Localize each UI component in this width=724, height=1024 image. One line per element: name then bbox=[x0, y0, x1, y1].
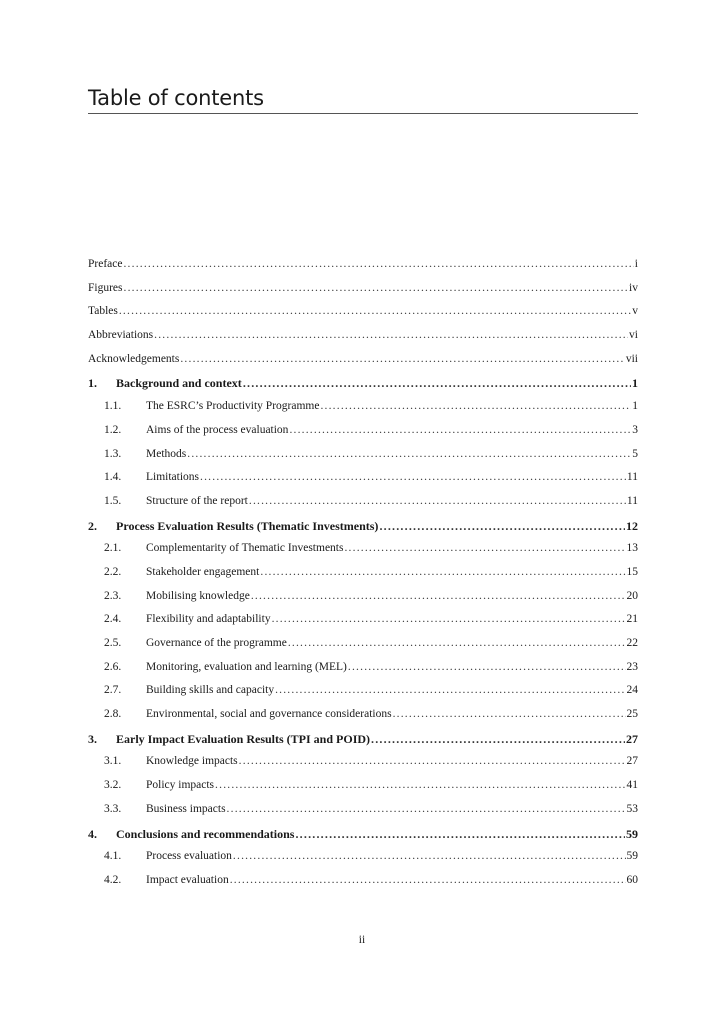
toc-entry[interactable] bbox=[88, 779, 638, 803]
toc-entry-number: 3.1. bbox=[104, 755, 122, 768]
toc-entry[interactable] bbox=[88, 448, 638, 472]
toc-entry[interactable] bbox=[88, 495, 638, 519]
toc-entry[interactable] bbox=[88, 353, 638, 377]
toc-entry-label: Figures bbox=[88, 281, 123, 294]
toc-entry-label: Knowledge impacts bbox=[146, 755, 238, 768]
toc-entry-number: 2.8. bbox=[104, 708, 122, 721]
toc-entry-page: i bbox=[634, 258, 638, 270]
toc-dot-leader bbox=[124, 282, 629, 294]
toc-entry[interactable] bbox=[88, 376, 638, 400]
toc-entry-page: 21 bbox=[626, 613, 638, 626]
toc-entry-number: 2.4. bbox=[104, 613, 122, 626]
toc-entry-page: vi bbox=[629, 329, 638, 342]
toc-entry-page: 11 bbox=[626, 471, 638, 484]
toc-entry-page: 24 bbox=[626, 684, 638, 697]
toc-entry-number: 4. bbox=[88, 826, 97, 841]
toc-entry-page: 59 bbox=[626, 826, 638, 841]
toc-dot-leader bbox=[272, 613, 626, 625]
toc-entry-number: 2.1. bbox=[104, 542, 122, 555]
toc-entry[interactable] bbox=[88, 424, 638, 448]
toc-entry[interactable] bbox=[88, 637, 638, 661]
toc-dot-leader bbox=[371, 732, 625, 747]
toc-entry-number: 2.5. bbox=[104, 637, 122, 649]
toc-entry[interactable] bbox=[88, 661, 638, 685]
toc-entry-number: 4.2. bbox=[104, 873, 122, 886]
toc-entry-label: Mobilising knowledge bbox=[146, 589, 250, 602]
toc-entry-label: Flexibility and adaptability bbox=[146, 613, 271, 626]
toc-dot-leader bbox=[344, 542, 625, 554]
toc-entry-page: 5 bbox=[632, 447, 638, 460]
toc-entry-number: 2.6. bbox=[104, 660, 122, 673]
toc-entry-page: 27 bbox=[626, 755, 638, 768]
toc-entry-page: 60 bbox=[626, 873, 638, 886]
toc-entry[interactable] bbox=[88, 329, 638, 353]
toc-entry-number: 2.3. bbox=[104, 589, 122, 602]
toc-entry[interactable] bbox=[88, 566, 638, 590]
toc-dot-leader bbox=[180, 353, 625, 365]
toc-entry-page: 3 bbox=[632, 423, 638, 436]
toc-entry[interactable] bbox=[88, 590, 638, 614]
toc-dot-leader bbox=[215, 779, 625, 791]
toc-entry[interactable] bbox=[88, 684, 638, 708]
toc-entry[interactable] bbox=[88, 613, 638, 637]
toc-dot-leader bbox=[227, 803, 626, 815]
toc-entry-label: Acknowledgements bbox=[88, 352, 180, 365]
toc-entry-number: 4.1. bbox=[104, 850, 122, 863]
toc-dot-leader bbox=[123, 258, 633, 270]
toc-entry-page: 15 bbox=[626, 565, 638, 578]
toc-entry-label: Structure of the report bbox=[146, 494, 248, 507]
toc-dot-leader bbox=[379, 519, 625, 534]
toc-entry[interactable] bbox=[88, 258, 638, 282]
toc-entry-label: Limitations bbox=[146, 471, 200, 484]
toc-entry-page: 12 bbox=[626, 518, 638, 533]
toc-entry[interactable] bbox=[88, 519, 638, 543]
toc-entry-label: Impact evaluation bbox=[146, 873, 229, 886]
toc-entry-number: 2.7. bbox=[104, 684, 122, 697]
toc-entry[interactable] bbox=[88, 874, 638, 898]
toc-entry-label: Monitoring, evaluation and learning (MEL) bbox=[146, 660, 347, 673]
toc-entry-label: Abbreviations bbox=[88, 329, 154, 342]
toc-dot-leader bbox=[154, 329, 628, 341]
toc-entry-number: 1.2. bbox=[104, 423, 122, 436]
title-divider bbox=[88, 113, 638, 114]
toc-entry-page: 53 bbox=[626, 802, 638, 815]
toc-entry-label: Aims of the process evaluation bbox=[146, 423, 289, 436]
toc-entry-label: Stakeholder engagement bbox=[146, 565, 260, 578]
toc-entry-page: 41 bbox=[626, 779, 638, 792]
toc-entry-page: 1 bbox=[632, 376, 638, 391]
toc-entry[interactable] bbox=[88, 471, 638, 495]
toc-entry-number: 1.3. bbox=[104, 447, 122, 460]
toc-entry-label: The ESRC’s Productivity Programme bbox=[146, 400, 320, 413]
toc-entry-number: 3.3. bbox=[104, 802, 122, 815]
toc-entry-label: Conclusions and recommendations bbox=[116, 826, 295, 841]
toc-dot-leader bbox=[275, 684, 625, 696]
toc-dot-leader bbox=[289, 424, 631, 436]
toc-dot-leader bbox=[393, 708, 626, 720]
toc-dot-leader bbox=[295, 827, 625, 842]
toc-dot-leader bbox=[260, 566, 625, 578]
toc-entry-page: 27 bbox=[626, 731, 638, 746]
toc-entry[interactable] bbox=[88, 850, 638, 874]
toc-dot-leader bbox=[243, 376, 631, 391]
toc-entry-number: 1. bbox=[88, 376, 97, 391]
toc-dot-leader bbox=[348, 661, 626, 673]
toc-entry-label: Tables bbox=[88, 305, 118, 318]
toc-dot-leader bbox=[200, 471, 626, 483]
toc-entry-label: Building skills and capacity bbox=[146, 684, 275, 697]
toc-entry[interactable] bbox=[88, 708, 638, 732]
toc-entry-page: vii bbox=[625, 352, 638, 365]
toc-entry-label: Environmental, social and governance considerations bbox=[146, 708, 392, 721]
toc-entry[interactable] bbox=[88, 803, 638, 827]
toc-entry[interactable] bbox=[88, 732, 638, 756]
toc-entry-page: v bbox=[632, 305, 638, 318]
toc-dot-leader bbox=[251, 590, 626, 602]
toc-dot-leader bbox=[233, 850, 626, 862]
toc-entry-label: Business impacts bbox=[146, 802, 226, 815]
toc-entry-page: 25 bbox=[626, 708, 638, 721]
table-of-contents bbox=[88, 258, 638, 898]
toc-dot-leader bbox=[249, 495, 626, 507]
toc-entry-label: Methods bbox=[146, 447, 187, 460]
toc-entry[interactable] bbox=[88, 827, 638, 851]
toc-dot-leader bbox=[230, 874, 626, 886]
page-title: Table of contents bbox=[88, 86, 264, 110]
toc-entry-number: 2.2. bbox=[104, 565, 122, 578]
toc-entry[interactable] bbox=[88, 305, 638, 329]
toc-dot-leader bbox=[239, 755, 626, 767]
toc-entry-label: Process Evaluation Results (Thematic Investments) bbox=[116, 518, 379, 533]
toc-dot-leader bbox=[320, 400, 631, 412]
toc-entry-page: 13 bbox=[626, 542, 638, 555]
toc-entry-number: 1.1. bbox=[104, 400, 122, 413]
toc-entry-number: 1.5. bbox=[104, 494, 122, 507]
page-number: ii bbox=[358, 934, 366, 946]
toc-entry-label: Preface bbox=[88, 258, 123, 270]
toc-entry-number: 3. bbox=[88, 731, 97, 746]
toc-entry-page: 23 bbox=[626, 660, 638, 673]
toc-entry-page: 1 bbox=[632, 400, 638, 413]
toc-entry-page: iv bbox=[629, 281, 638, 294]
toc-entry[interactable] bbox=[88, 542, 638, 566]
toc-entry-label: Process evaluation bbox=[146, 850, 232, 863]
toc-dot-leader bbox=[288, 637, 626, 649]
toc-entry-label: Background and context bbox=[116, 376, 242, 391]
toc-entry-page: 22 bbox=[626, 637, 638, 649]
toc-entry-number: 3.2. bbox=[104, 779, 122, 792]
toc-entry[interactable] bbox=[88, 400, 638, 424]
toc-entry[interactable] bbox=[88, 755, 638, 779]
toc-entry[interactable] bbox=[88, 282, 638, 306]
toc-entry-page: 11 bbox=[626, 494, 638, 507]
toc-entry-page: 59 bbox=[626, 850, 638, 863]
toc-dot-leader bbox=[119, 305, 631, 317]
toc-entry-label: Complementarity of Thematic Investments bbox=[146, 542, 344, 555]
toc-entry-label: Early Impact Evaluation Results (TPI and POID) bbox=[116, 731, 371, 746]
toc-entry-number: 1.4. bbox=[104, 471, 122, 484]
toc-entry-page: 20 bbox=[626, 589, 638, 602]
toc-entry-label: Policy impacts bbox=[146, 779, 215, 792]
toc-entry-label: Governance of the programme bbox=[146, 637, 287, 649]
toc-dot-leader bbox=[187, 448, 631, 460]
toc-entry-number: 2. bbox=[88, 518, 97, 533]
